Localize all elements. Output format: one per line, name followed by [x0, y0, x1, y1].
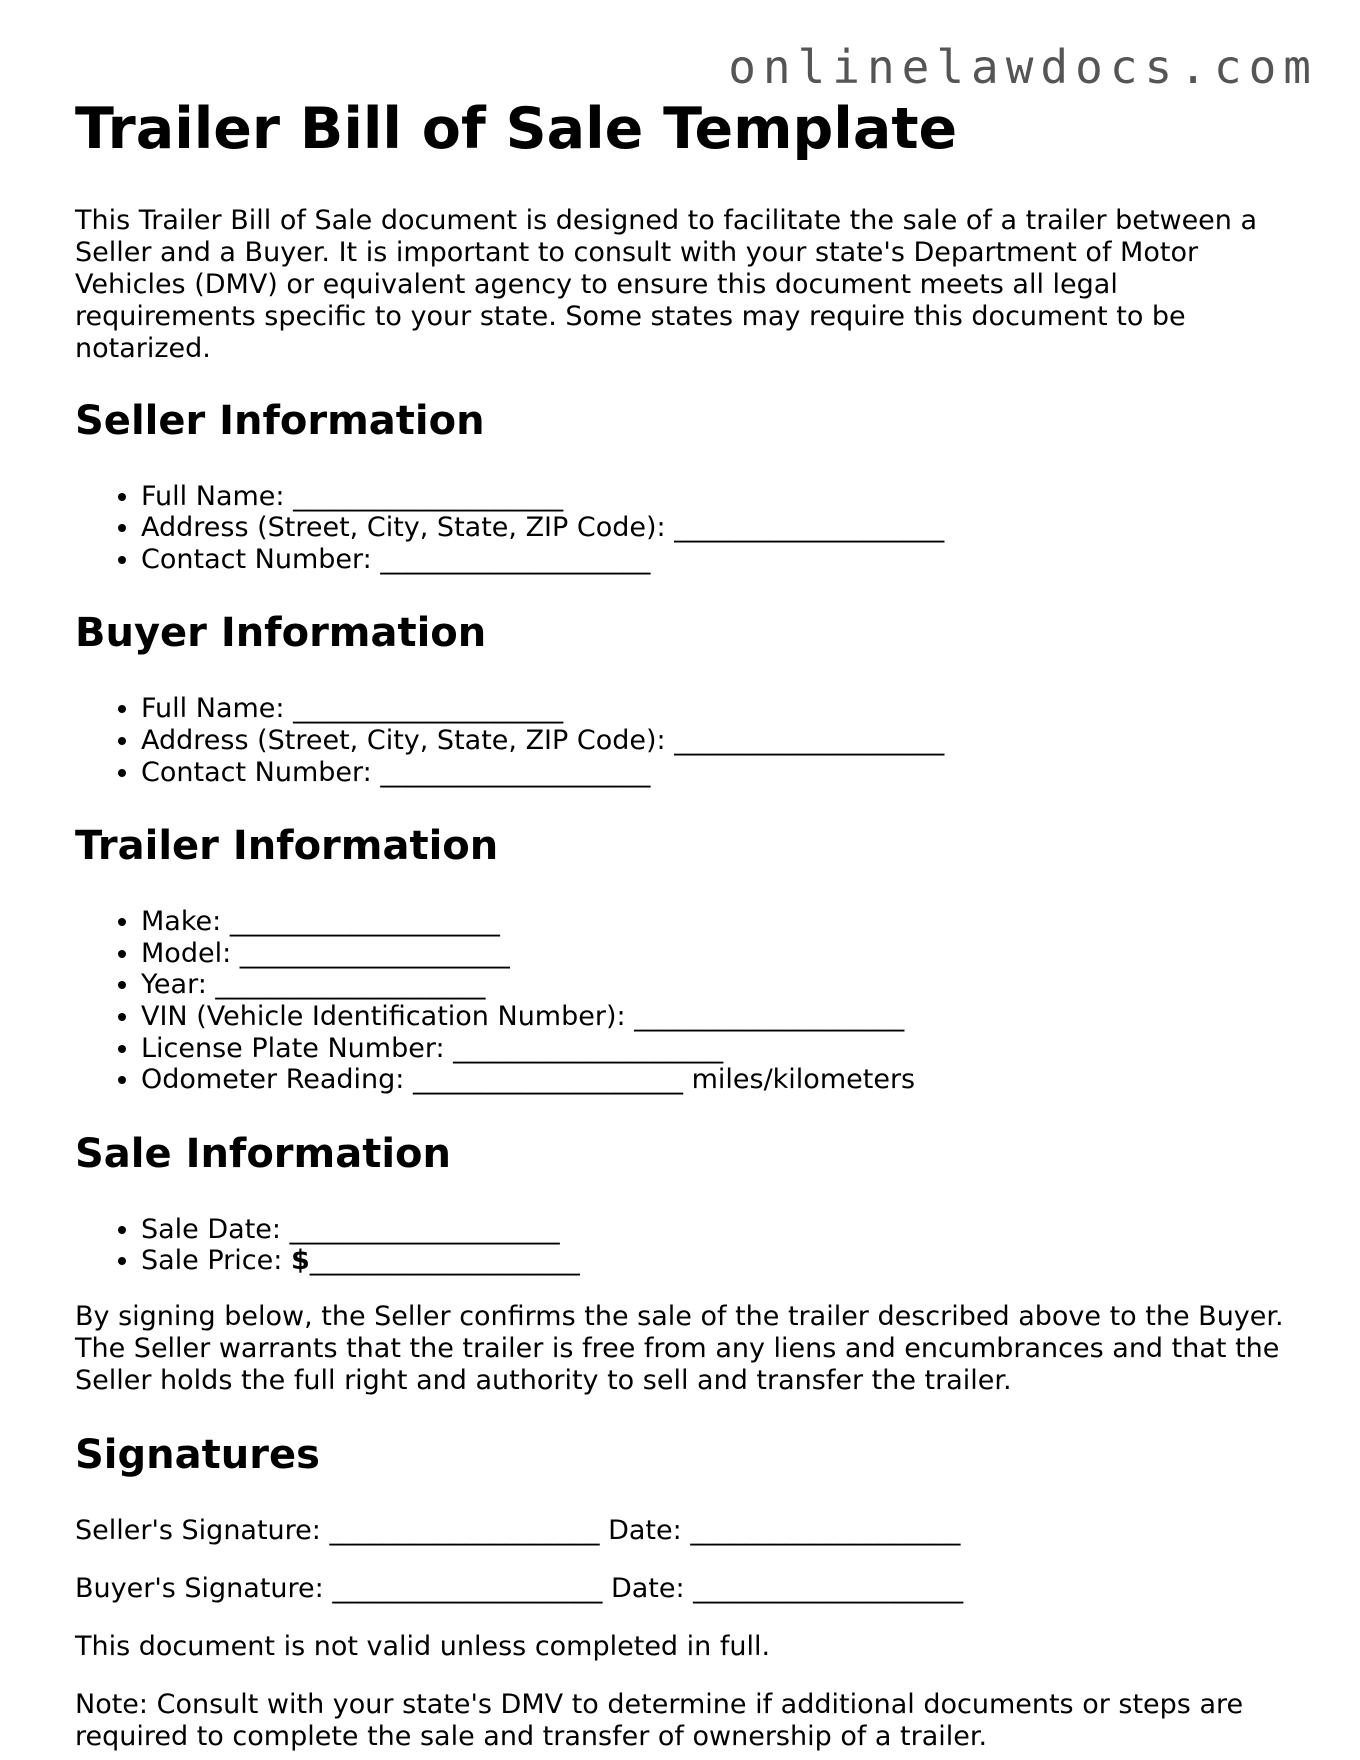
seller-fields — [75, 481, 1305, 576]
trailer-odometer-blank[interactable]: ____________________ — [413, 1064, 683, 1096]
trailer-plate-label: License Plate Number: — [141, 1032, 445, 1064]
sale-price-label: Sale Price: — [141, 1245, 283, 1277]
seller-date-label: Date: — [608, 1515, 682, 1546]
trailer-make-item — [141, 906, 1305, 938]
buyer-signature-blank[interactable]: ____________________ — [332, 1573, 603, 1604]
seller-contact-item — [141, 544, 1305, 576]
seller-signature-line — [75, 1515, 1305, 1547]
trailer-odometer-label: Odometer Reading: — [141, 1064, 405, 1096]
intro-paragraph: This Trailer Bill of Sale document is designed to facilitate the sale of a trailer between a Seller and a Buyer. It is important to consult with your state's Department of Motor Vehicles (DMV) or equivalent agency to ensure this document meets all legal requirements specific to your state. Some states may require this document to be notarized. — [75, 204, 1258, 364]
buyer-contact-label: Contact Number: — [141, 756, 372, 788]
buyer-date-label: Date: — [610, 1573, 685, 1604]
buyer-contact-item — [141, 757, 1305, 789]
trailer-plate-blank[interactable]: ____________________ — [453, 1032, 724, 1064]
seller-full-name-label: Full Name: — [141, 480, 285, 512]
affirmation-paragraph: By signing below, the Seller confirms the sale of the trailer described above to the Buyer. The Seller warrants that the trailer is free from any liens and encumbrances and that the Seller holds the full right and authority to sell and transfer the trailer. — [75, 1301, 1284, 1396]
seller-address-blank[interactable]: ____________________ — [674, 512, 945, 544]
watermark: onlinelawdocs.com — [728, 40, 1318, 94]
buyer-address-label: Address (Street, City, State, ZIP Code): — [141, 725, 666, 757]
buyer-signature-label: Buyer's Signature: — [75, 1573, 324, 1604]
sale-date-blank[interactable]: ____________________ — [289, 1213, 560, 1245]
buyer-signature-line — [75, 1573, 1305, 1605]
buyer-fields — [75, 693, 1305, 788]
trailer-heading: Trailer Information — [75, 823, 499, 870]
trailer-model-label: Model: — [141, 937, 232, 969]
buyer-address-blank[interactable]: ____________________ — [674, 725, 945, 757]
sale-date-label: Sale Date: — [141, 1213, 282, 1245]
trailer-model-blank[interactable]: ____________________ — [239, 937, 510, 969]
dmv-note: Note: Consult with your state's DMV to determine if additional documents or steps are required to complete the sale and transfer of ownership of a trailer. — [75, 1689, 1244, 1752]
trailer-make-label: Make: — [141, 906, 222, 938]
trailer-odometer-item — [141, 1064, 1305, 1096]
document-page — [75, 0, 1305, 1753]
trailer-vin-blank[interactable]: ____________________ — [634, 1001, 905, 1033]
sale-price-item — [141, 1245, 1305, 1277]
buyer-date-blank[interactable]: ____________________ — [693, 1573, 964, 1604]
sale-fields — [75, 1214, 1305, 1277]
seller-signature-label: Seller's Signature: — [75, 1515, 321, 1546]
sale-heading: Sale Information — [75, 1130, 451, 1177]
validity-statement: This document is not valid unless completed in full. — [75, 1631, 771, 1662]
signatures-heading: Signatures — [75, 1432, 320, 1478]
trailer-vin-item — [141, 1001, 1305, 1033]
buyer-full-name-blank[interactable]: ____________________ — [293, 693, 564, 725]
buyer-contact-blank[interactable]: ____________________ — [380, 756, 651, 788]
trailer-model-item — [141, 938, 1305, 970]
trailer-vin-label: VIN (Vehicle Identification Number): — [141, 1001, 626, 1033]
seller-full-name-blank[interactable]: ____________________ — [293, 480, 564, 512]
trailer-year-item — [141, 969, 1305, 1001]
seller-full-name-item — [141, 481, 1305, 513]
seller-contact-blank[interactable]: ____________________ — [380, 543, 651, 575]
trailer-fields — [75, 906, 1305, 1096]
seller-date-blank[interactable]: ____________________ — [690, 1515, 961, 1546]
trailer-plate-item — [141, 1033, 1305, 1065]
trailer-odometer-unit: miles/kilometers — [691, 1064, 916, 1096]
buyer-full-name-label: Full Name: — [141, 693, 285, 725]
buyer-address-item — [141, 725, 1305, 757]
sale-price-blank[interactable]: ____________________ — [309, 1245, 580, 1277]
seller-address-label: Address (Street, City, State, ZIP Code): — [141, 512, 666, 544]
trailer-make-blank[interactable]: ____________________ — [229, 906, 500, 938]
seller-heading: Seller Information — [75, 397, 485, 444]
trailer-year-label: Year: — [141, 969, 207, 1001]
buyer-heading: Buyer Information — [75, 610, 487, 657]
sale-price-currency: $ — [290, 1245, 310, 1277]
trailer-year-blank[interactable]: ____________________ — [215, 969, 486, 1001]
sale-date-item — [141, 1214, 1305, 1246]
page-title: Trailer Bill of Sale Template — [75, 96, 958, 162]
buyer-full-name-item — [141, 693, 1305, 725]
seller-signature-blank[interactable]: ____________________ — [329, 1515, 600, 1546]
seller-contact-label: Contact Number: — [141, 543, 372, 575]
seller-address-item — [141, 512, 1305, 544]
